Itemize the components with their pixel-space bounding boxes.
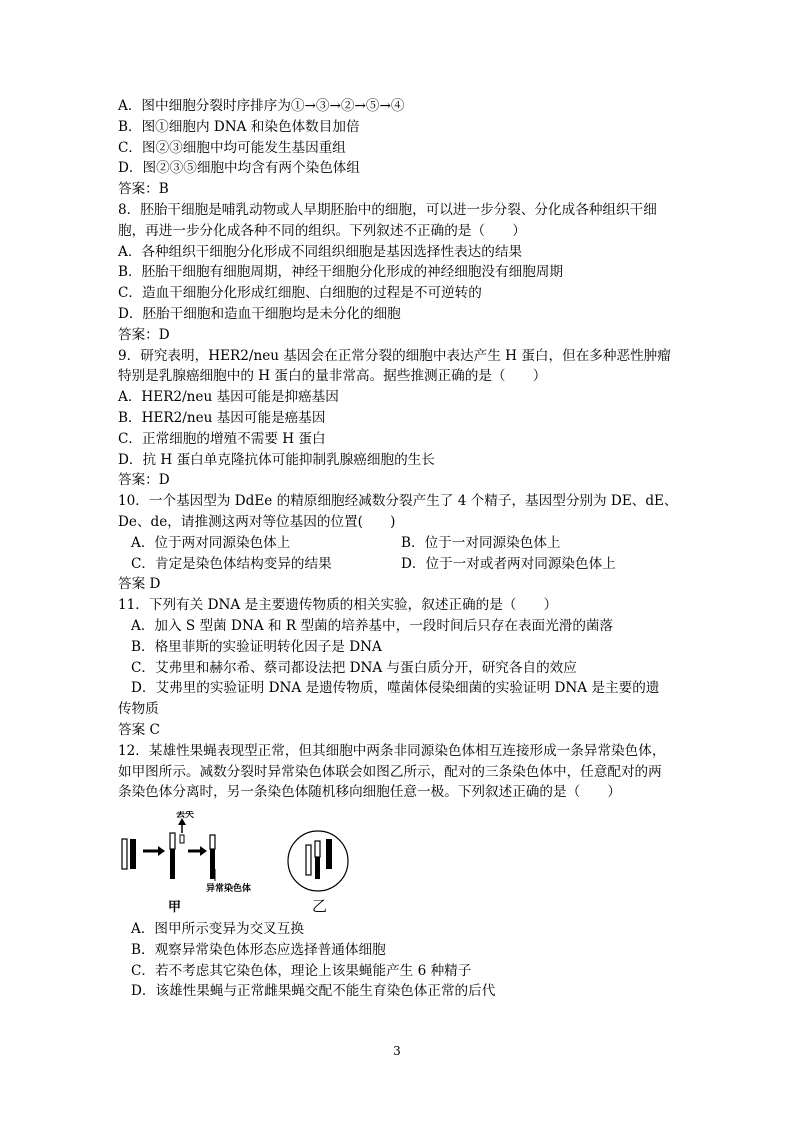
page-number: 3 — [393, 1044, 401, 1058]
text-line: A．各种组织干细胞分化形成不同组织细胞是基因选择性表达的结果 — [118, 243, 523, 260]
text-line: 8．胚胎干细胞是哺乳动物或人早期胚胎中的细胞，可以进一步分裂、分化成各种组织干细 — [118, 201, 657, 218]
label-lost: 丢失 — [176, 811, 195, 821]
label-jia: 甲 — [168, 900, 182, 916]
q11-stem: 11．下列有关 DNA 是主要遗传物质的相关实验，叙述正确的是（ ） — [118, 597, 558, 614]
text-line: 答案：D — [118, 326, 170, 343]
arrow-shape — [158, 846, 165, 856]
text-line: De、de，请推测这两对等位基因的位置( ) — [118, 513, 396, 530]
chromosome-shape — [326, 839, 332, 869]
q12-option-a: A．图甲所示变异为交叉互换 — [131, 921, 304, 938]
q10-option-a: A．位于两对同源染色体上 — [131, 534, 291, 551]
text-line: C．正常细胞的增殖不需要 H 蛋白 — [118, 430, 326, 447]
chromosome-shape — [210, 835, 215, 849]
chromosome-diagram — [118, 811, 358, 915]
text-line: 特别是乳腺癌细胞中的 H 蛋白的量非常高。据些推测正确的是（ ） — [118, 368, 547, 385]
q10-options-row-2 — [118, 554, 688, 575]
q12-option-d: D．该雄性果蝇与正常雌果蝇交配不能生育染色体正常的后代 — [131, 983, 496, 1000]
text-line: 胞，再进一步分化成各种不同的组织。下列叙述不正确的是（ ） — [118, 222, 526, 239]
arrow-shape — [200, 846, 207, 856]
q12-stem-2: 如甲图所示。减数分裂时异常染色体联会如图乙所示，配对的三条染色体中，任意配对的两 — [118, 763, 662, 780]
text-line: D．抗 H 蛋白单克隆抗体可能抑制乳腺癌细胞的生长 — [118, 451, 435, 468]
label-yi: 乙 — [312, 897, 328, 916]
q11-option-c: C．艾弗里和赫尔希、蔡司都设法把 DNA 与蛋白质分开，研究各自的效应 — [131, 659, 577, 676]
text-line: 答案：D — [118, 472, 170, 489]
text-line: B．胚胎干细胞有细胞周期，神经干细胞分化形成的神经细胞没有细胞周期 — [118, 264, 563, 281]
q10-options-row-1 — [118, 533, 688, 554]
q11-option-d: D．艾弗里的实验证明 DNA 是遗传物质，噬菌体侵染细菌的实验证明 DNA 是主要的遗 — [131, 680, 660, 697]
chromosome-shape — [122, 839, 127, 869]
text-line: A．HER2/neu 基因可能是抑癌基因 — [118, 389, 339, 406]
q10-option-d: D．位于一对或者两对同源染色体上 — [401, 555, 616, 572]
q10-answer: 答案 D — [118, 576, 161, 593]
text-line: B．HER2/neu 基因可能是癌基因 — [118, 409, 326, 426]
q12-stem-3: 条染色体分离时，另一条染色体随机移向细胞任意一极。下列叙述正确的是（ ） — [118, 784, 621, 801]
label-abnormal-chromosome: 异常染色体 — [206, 884, 252, 895]
text-line: A．图中细胞分裂时序排序为①→③→②→⑤→④ — [118, 98, 405, 114]
q12-stem-1: 12．某雄性果蝇表现型正常，但其细胞中两条非同源染色体相互连接形成一条异常染色体， — [118, 742, 666, 759]
q11-option-b: B．格里菲斯的实验证明转化因子是 DNA — [131, 638, 382, 655]
text-line: 9．研究表明，HER2/neu 基因会在正常分裂的细胞中表达产生 H 蛋白，但在多种恶性肿瘤 — [118, 347, 671, 364]
chromosome-figure — [118, 811, 688, 915]
chromosome-shape — [315, 841, 320, 857]
q11-option-a: A．加入 S 型菌 DNA 和 R 型菌的培养基中，一段时间后只存在表面光滑的菌落 — [131, 617, 614, 634]
chromosome-shape — [306, 845, 311, 875]
chromosome-shape — [170, 849, 175, 879]
q10-option-b: B．位于一对同源染色体上 — [401, 534, 561, 551]
text-line: C．造血干细胞分化形成红细胞、白细胞的过程是不可逆转的 — [118, 285, 482, 302]
text-line: 答案：B — [118, 181, 169, 198]
q10-option-c: C．肯定是染色体结构变异的结果 — [131, 555, 332, 572]
chromosome-shape — [210, 849, 215, 879]
text-line: C．图②③细胞中均可能发生基因重组 — [118, 139, 346, 156]
text-line: B．图①细胞内 DNA 和染色体数目加倍 — [118, 118, 360, 135]
q11-option-d-cont: 传物质 — [118, 701, 159, 718]
q12-option-c: C．若不考虑其它染色体，理论上该果蝇能产生 6 种精子 — [131, 962, 472, 979]
chromosome-shape — [315, 857, 320, 879]
text-line: 10．一个基因型为 DdEe 的精原细胞经减数分裂产生了 4 个精子，基因型分别为 DE、dE、 — [118, 493, 678, 510]
chromosome-shape — [170, 833, 175, 849]
q11-answer: 答案 C — [118, 721, 160, 738]
document-page — [118, 96, 688, 1002]
text-block — [118, 96, 688, 533]
text-line: D．胚胎干细胞和造血干细胞均是未分化的细胞 — [118, 305, 401, 322]
text-line: D．图②③⑤细胞中均含有两个染色体组 — [118, 160, 360, 177]
chromosome-shape — [130, 839, 136, 869]
chromosome-shape — [180, 835, 184, 843]
q12-option-b: B．观察异常染色体形态应选择普通体细胞 — [131, 941, 386, 958]
